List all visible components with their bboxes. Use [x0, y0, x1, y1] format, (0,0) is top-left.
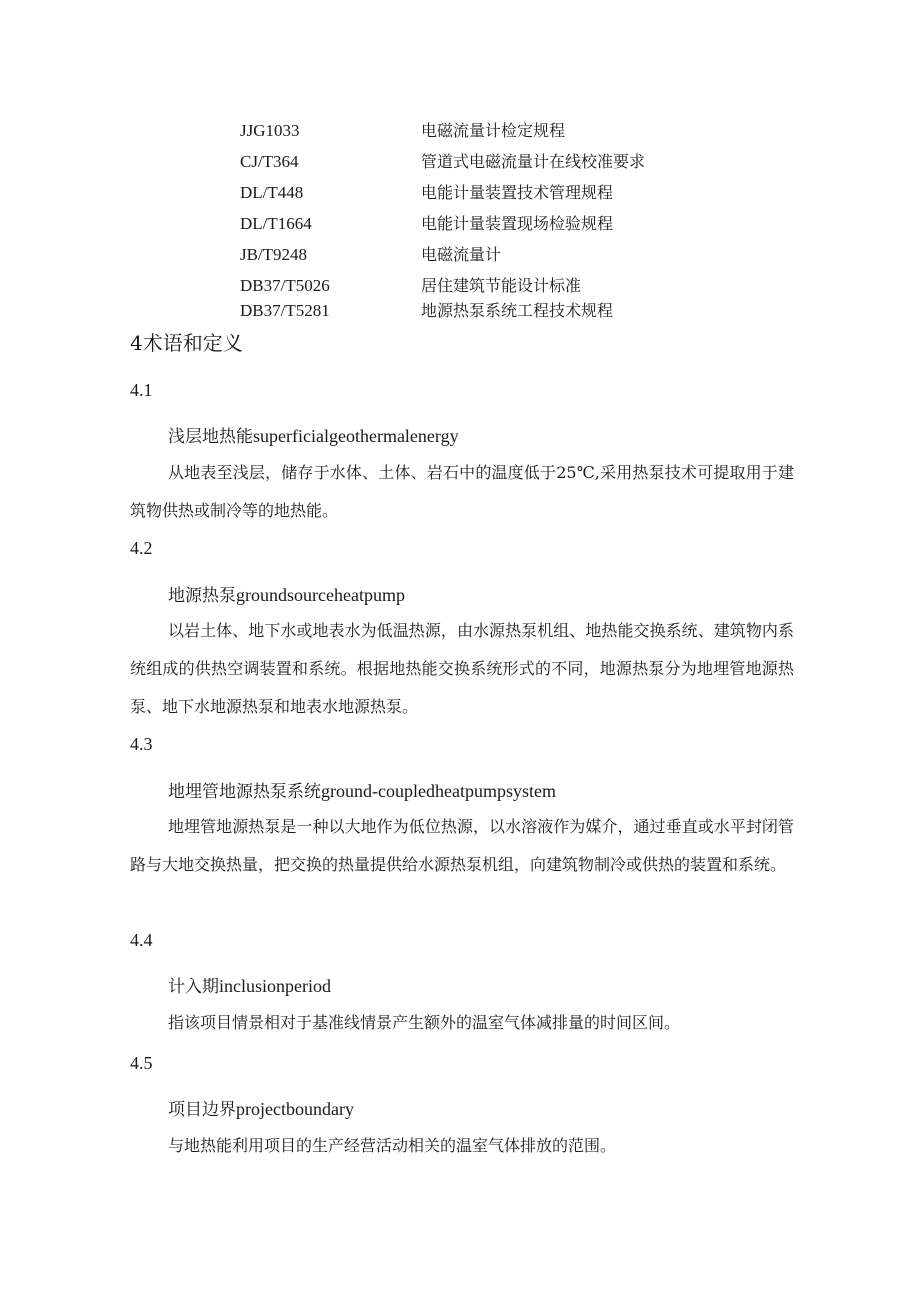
- term-title: [168, 973, 331, 1000]
- term-title: [168, 1096, 354, 1123]
- term-zh: 浅层地热能: [168, 427, 253, 447]
- reference-row: [240, 180, 760, 206]
- term-en: ground-coupledheatpumpsystem: [321, 781, 556, 801]
- reference-row: [240, 298, 760, 324]
- term-definition: 地埋管地源热泵是一种以大地作为低位热源，以水溶液作为媒介，通过垂直或水平封闭管路与大地交换热量，把交换的热量提供给水源热泵机组，向建筑物制冷或供热的装置和系统。: [130, 817, 794, 874]
- reference-title: 电磁流量计: [421, 245, 502, 264]
- term-zh: 地源热泵: [168, 586, 236, 606]
- reference-title: 电能计量装置技术管理规程: [421, 183, 614, 202]
- term-title: [168, 582, 405, 609]
- reference-code: DL/T448: [240, 183, 304, 202]
- reference-row: [240, 211, 760, 237]
- reference-title: 电磁流量计检定规程: [421, 121, 566, 140]
- term-en: groundsourceheatpump: [236, 585, 405, 605]
- reference-code: DB37/T5026: [240, 276, 330, 295]
- reference-code: JJG1033: [240, 121, 300, 140]
- reference-title: 居住建筑节能设计标准: [421, 276, 582, 295]
- term-title: [168, 423, 459, 450]
- clause-number: 4.3: [130, 734, 153, 754]
- term-en: superficialgeothermalenergy: [253, 426, 459, 446]
- term-zh: 项目边界: [168, 1100, 236, 1120]
- clause-number: 4.4: [130, 930, 153, 950]
- clause-number: 4.5: [130, 1053, 153, 1073]
- term-en: inclusionperiod: [219, 976, 331, 996]
- reference-row: [240, 273, 760, 299]
- reference-row: [240, 118, 760, 144]
- term-definition: 指该项目情景相对于基准线情景产生额外的温室气体减排量的时间区间。: [168, 1013, 681, 1032]
- reference-row: [240, 242, 760, 268]
- clause-number: 4.1: [130, 380, 153, 400]
- term-definition: 以岩土体、地下水或地表水为低温热源，由水源热泵机组、地热能交换系统、建筑物内系统组成的供热空调装置和系统。根据地热能交换系统形式的不同，地源热泵分为地埋管地源热泵、地下水地源热泵和地表水地源热泵。: [130, 621, 794, 716]
- reference-title: 地源热泵系统工程技术规程: [421, 301, 614, 320]
- reference-row: [240, 149, 760, 175]
- reference-code: JB/T9248: [240, 245, 308, 264]
- term-definition: 从地表至浅层，储存于水体、土体、岩石中的温度低于25℃,采用热泵技术可提取用于建筑物供热或制冷等的地热能。: [130, 463, 794, 520]
- section-heading: 4术语和定义: [130, 331, 243, 355]
- reference-title: 管道式电磁流量计在线校准要求: [421, 152, 646, 171]
- term-definition: 与地热能利用项目的生产经营活动相关的温室气体排放的范围。: [168, 1136, 617, 1155]
- clause-number: 4.2: [130, 538, 153, 558]
- term-title: [168, 778, 556, 805]
- reference-code: CJ/T364: [240, 152, 299, 171]
- reference-title: 电能计量装置现场检验规程: [421, 214, 614, 233]
- reference-code: DL/T1664: [240, 214, 312, 233]
- reference-code: DB37/T5281: [240, 301, 330, 320]
- term-en: projectboundary: [236, 1099, 354, 1119]
- term-zh: 地埋管地源热泵系统: [168, 782, 321, 802]
- term-zh: 计入期: [168, 977, 219, 997]
